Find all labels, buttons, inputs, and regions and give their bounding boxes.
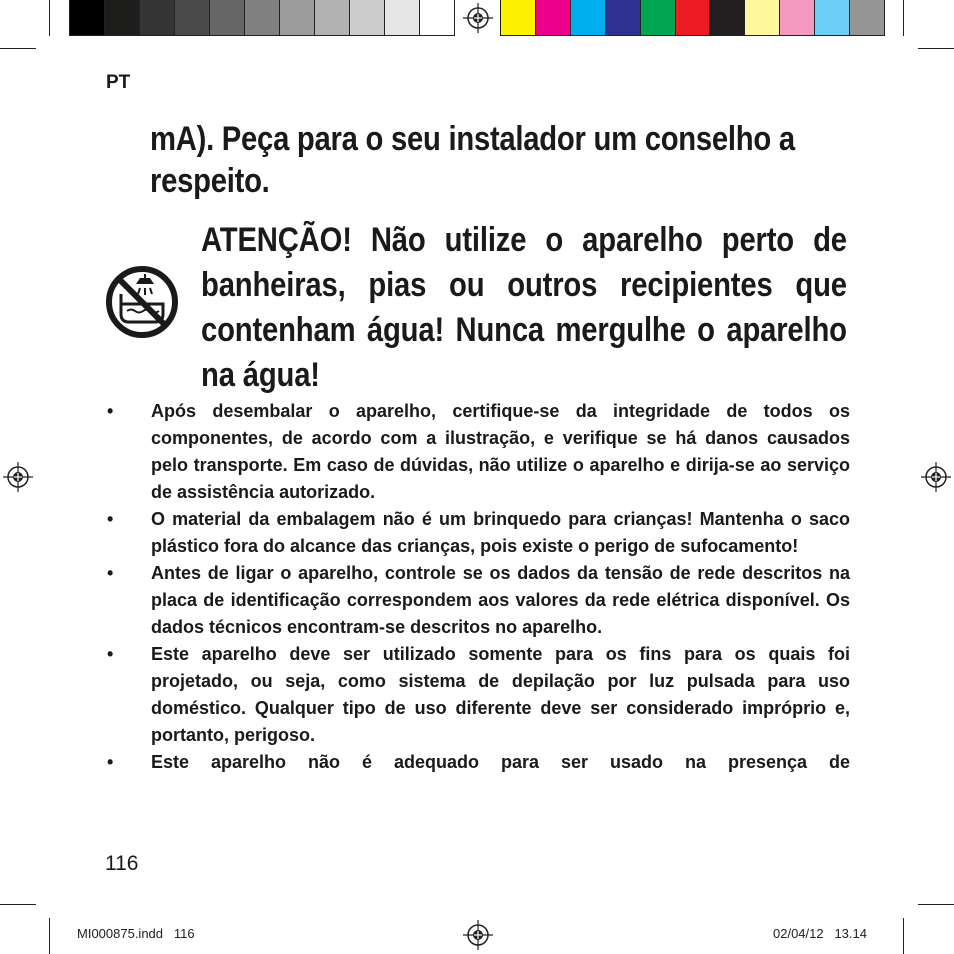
swatch [315,0,350,35]
page-number: 116 [105,852,139,875]
crop-mark [0,48,36,49]
registration-mark-icon [463,920,493,950]
swatch [245,0,280,35]
process-color-bar [500,0,885,36]
swatch [210,0,245,35]
bullet-symbol: • [107,401,114,421]
continued-heading: mA). Peça para o seu instalador um conselho a respeito. [150,120,795,200]
swatch [70,0,105,35]
bullet-symbol: • [107,509,114,529]
crop-mark [918,904,954,905]
crop-mark [918,48,954,49]
language-tag: PT [106,72,131,93]
list-item-text: O material da embalagem não é um brinquedo para crianças! Mantenha o saco plástico fora do alcance das crianças, pois existe o perigo de sufocamento! [151,509,850,556]
swatch [385,0,420,35]
list-item-text: Antes de ligar o aparelho, controle se os dados da tensão de rede descritos na placa de identificação correspondem aos valores da rede elétrica disponível. Os dados técnicos encontram-se descritos no aparelho. [151,563,850,637]
swatch [710,0,745,35]
list-item [104,506,850,560]
swatch [641,0,676,35]
swatch [175,0,210,35]
swatch [501,0,536,35]
list-item [104,641,850,749]
list-item-text: Este aparelho deve ser utilizado somente para os fins para os quais foi projetado, ou seja, como sistema de depilação por luz pulsada para uso doméstico. Qualquer tipo de uso diferente deve ser considerado impróprio e, portanto, perigoso. [151,644,850,745]
list-item [104,398,850,506]
swatch [571,0,606,35]
crop-mark [903,0,904,36]
swatch [745,0,780,35]
swatch [350,0,385,35]
crop-mark [49,0,50,36]
registration-mark-icon [3,462,33,492]
swatch [606,0,641,35]
swatch [140,0,175,35]
registration-mark-icon [463,3,493,33]
slug-file-info: MI000875.indd 116 [77,926,195,941]
swatch [105,0,140,35]
crop-mark [0,904,36,905]
swatch [780,0,815,35]
swatch [850,0,884,35]
bullet-symbol: • [107,752,114,772]
swatch [815,0,850,35]
list-item [104,749,850,776]
crop-mark [903,918,904,954]
slug-date-info: 02/04/12 13.14 [773,926,867,941]
bullet-symbol: • [107,644,114,664]
crop-mark [49,918,50,954]
grayscale-color-bar [69,0,455,36]
no-water-bath-icon [104,264,180,340]
swatch [676,0,711,35]
swatch [536,0,571,35]
registration-mark-icon [921,462,951,492]
list-item-text: Este aparelho não é adequado para ser usado na presença de [151,752,850,772]
swatch [420,0,454,35]
bullet-symbol: • [107,563,114,583]
water-warning-text: ATENÇÃO! Não utilize o aparelho perto de banheiras, pias ou outros recipientes que contenham água! Nunca mergulhe o aparelho na água! [201,221,847,394]
safety-instructions-list [104,398,850,776]
swatch [280,0,315,35]
list-item [104,560,850,641]
list-item-text: Após desembalar o aparelho, certifique-se da integridade de todos os componentes, de acordo com a ilustração, e verifique se há danos causados pelo transporte. Em caso de dúvidas, não utilize o aparelho e dirija-se ao serviço de assistência autorizado. [151,401,850,502]
